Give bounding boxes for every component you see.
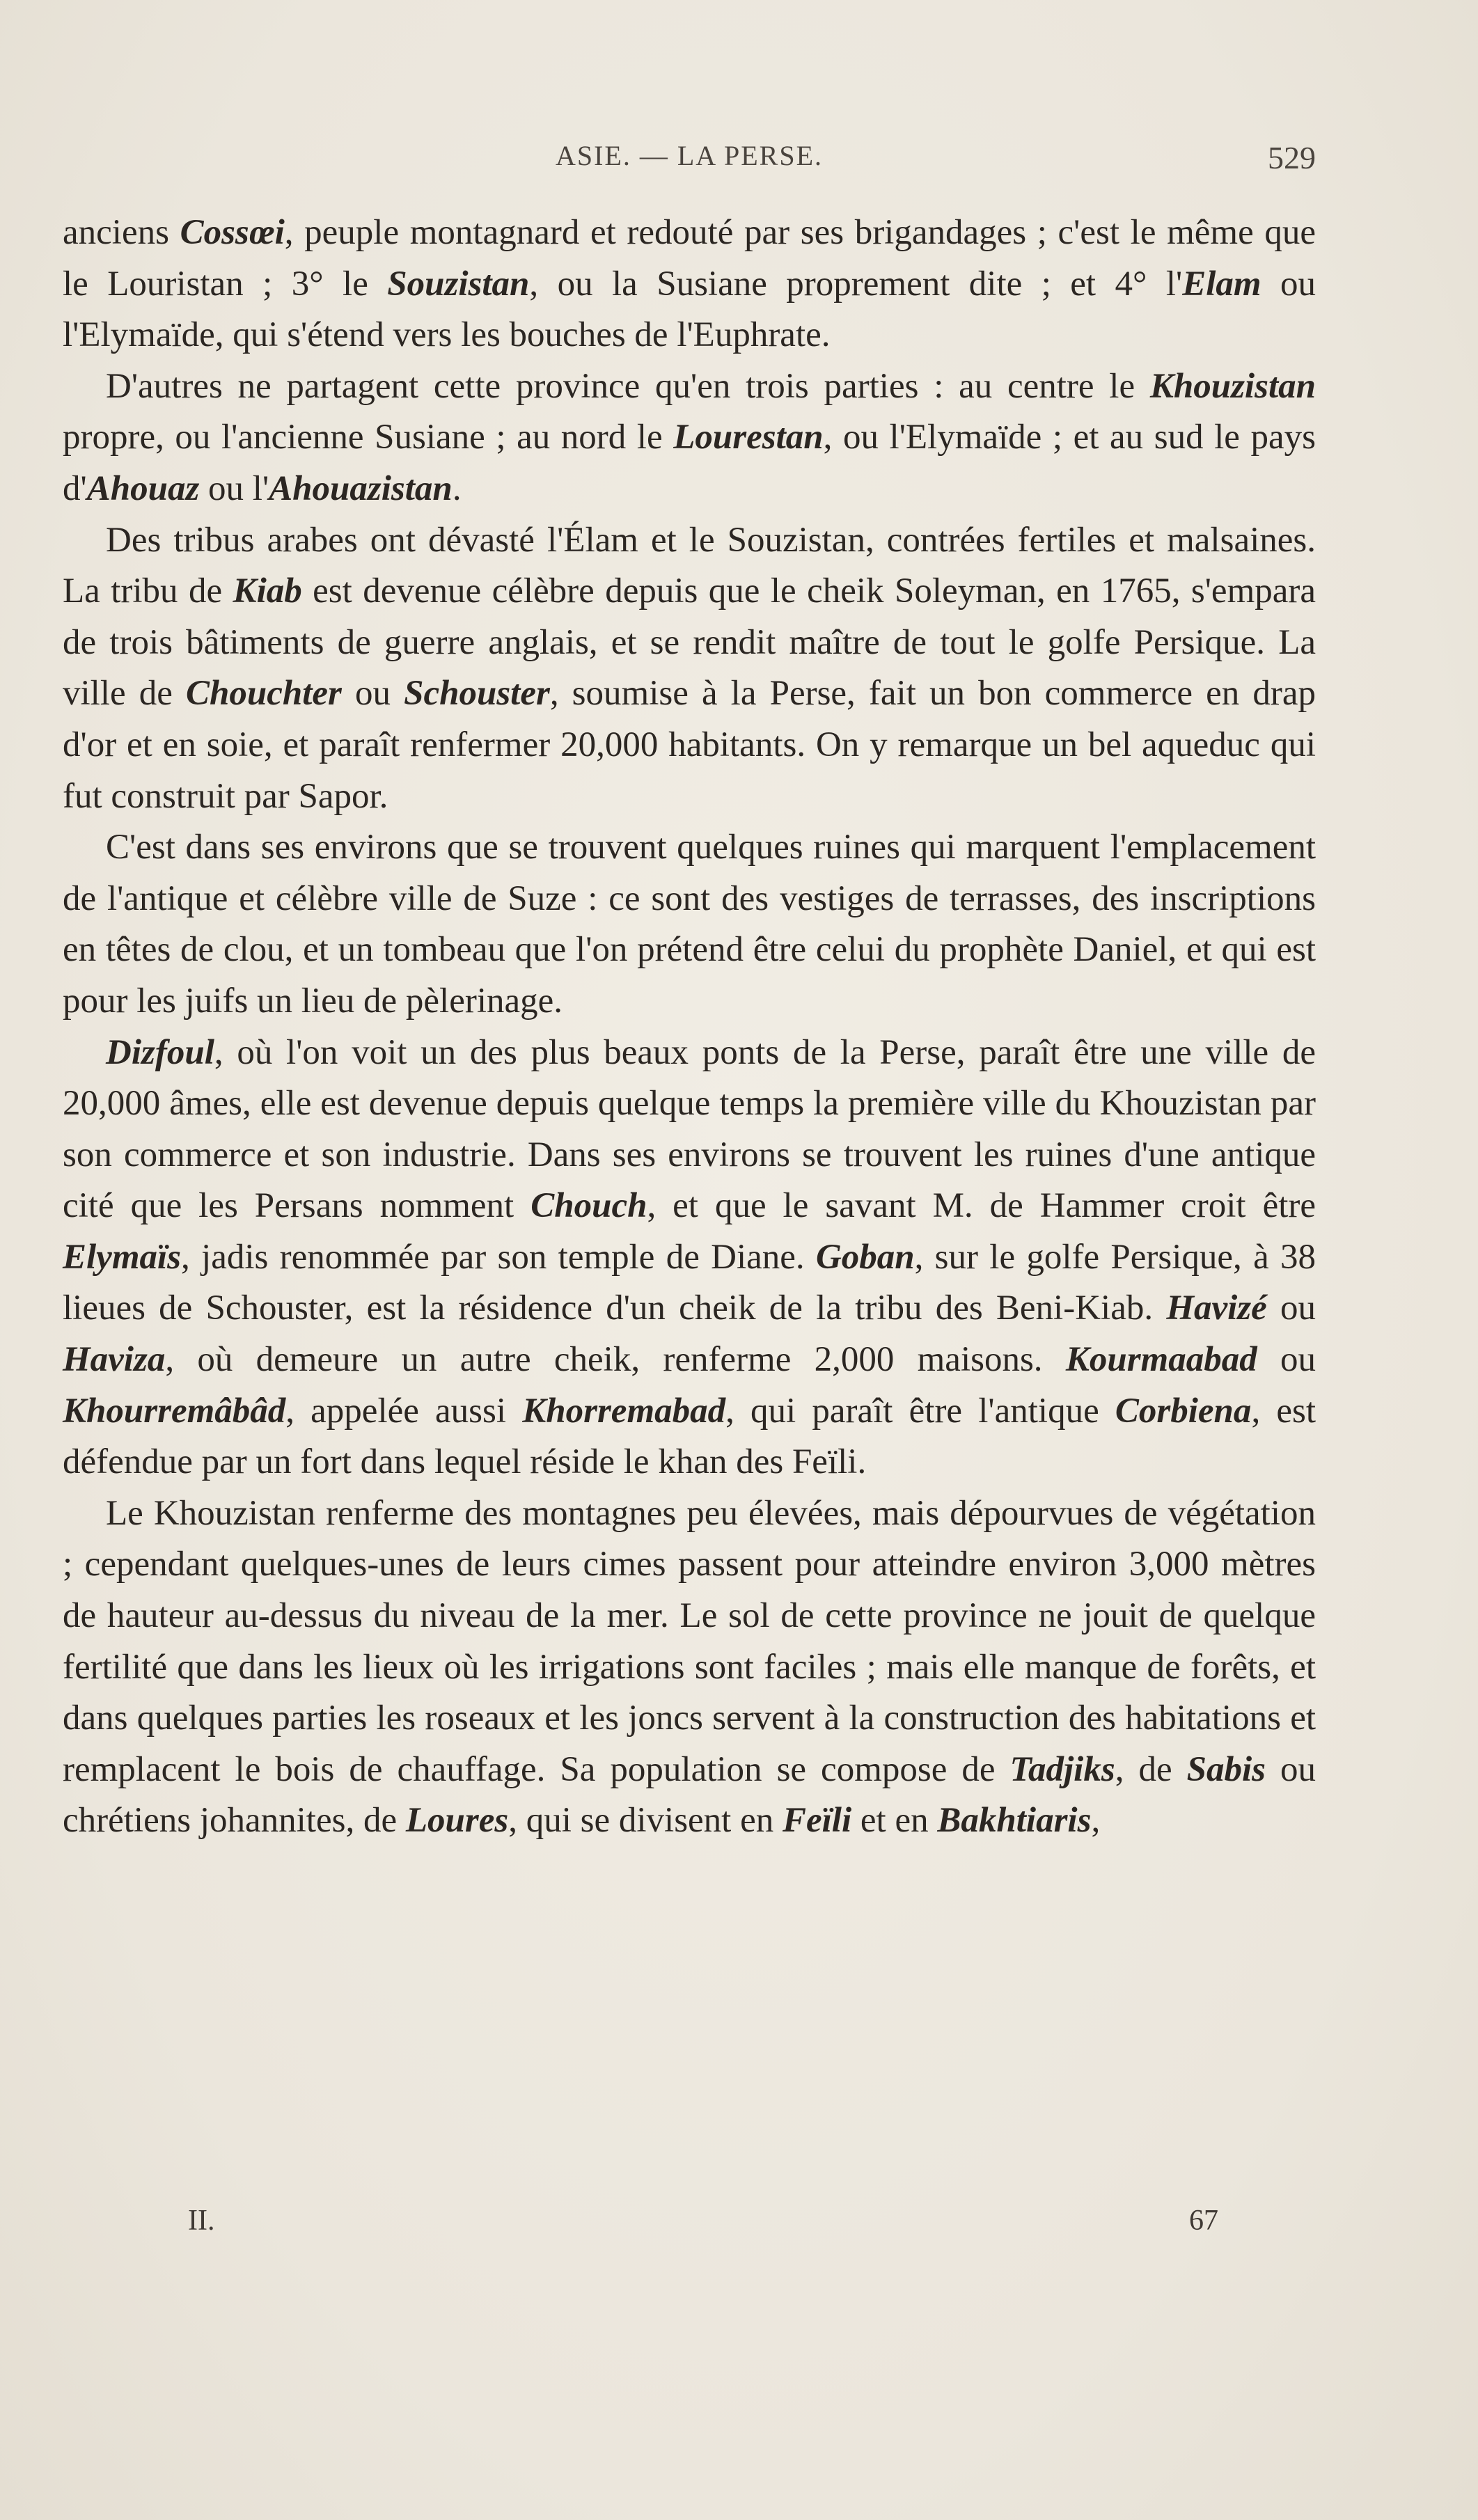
italic-term: Dizfoul xyxy=(106,1032,214,1072)
text-run: , qui paraît être l'antique xyxy=(725,1391,1115,1431)
text-run: C'est dans ses environs que se trouvent quelques ruines qui marquent l'emplacement de l'antique et célèbre ville de Suze : ce sont des vestiges de terrasses, des inscriptions en têtes de clou, et un tombeau que l'on prétend être celui du prophète Daniel, et qui est pour les juifs un lieu de pèlerinage. xyxy=(63,828,1316,1021)
italic-term: Souzistan xyxy=(387,264,530,304)
italic-term: Cossœi xyxy=(180,213,285,252)
text-run: ou l' xyxy=(199,468,269,508)
text-run: , peuple montagnard et redouté par ses brigandages ; c'est le même que le Louristan ; 3° le xyxy=(63,213,1316,304)
text-run: ou xyxy=(1266,1289,1316,1328)
text-run: , ou la Susiane proprement dite ; et 4° l' xyxy=(529,264,1183,304)
text-run: , sur le golfe Persique, à 38 lieues de Schouster, est la résidence d'un cheik de la tribu des Beni-Kiab. xyxy=(63,1237,1316,1328)
page-number: 529 xyxy=(1268,140,1316,175)
text-run: , est défendue par un fort dans lequel réside le khan des Feïli. xyxy=(63,1391,1316,1482)
italic-term: Ahouazistan xyxy=(269,468,453,508)
text-run: ou xyxy=(1257,1340,1316,1380)
italic-term: Ahouaz xyxy=(86,468,200,508)
text-run: , xyxy=(1091,1801,1101,1841)
paragraph-1 xyxy=(63,207,1316,361)
page-footer xyxy=(188,2204,1218,2246)
italic-term: Feïli xyxy=(782,1801,852,1841)
text-run: , soumise à la Perse, fait un bon commerce en drap d'or et en soie, et paraît renfermer 20,000 habitants. On y remarque un bel aqueduc qui fut construit par Sapor. xyxy=(63,674,1316,816)
text-run: Des tribus arabes ont dévasté l'Élam et le Souzistan, contrées fertiles et malsaines. La tribu de xyxy=(63,520,1316,611)
text-run: , qui se divisent en xyxy=(508,1801,783,1841)
paragraph-2 xyxy=(63,361,1316,515)
italic-term: Sabis xyxy=(1186,1749,1266,1789)
italic-term: Goban xyxy=(815,1237,915,1277)
text-run: , ou l'Elymaïde ; et au sud le pays d' xyxy=(63,418,1316,508)
running-title: ASIE. — LA PERSE. xyxy=(555,140,824,171)
italic-term: Lourestan xyxy=(673,418,824,457)
italic-term: Loures xyxy=(405,1801,509,1841)
italic-term: Chouchter xyxy=(185,674,342,714)
paragraph-5 xyxy=(63,1027,1316,1488)
text-run: , de xyxy=(1115,1749,1187,1789)
italic-term: Haviza xyxy=(63,1340,166,1380)
italic-term: Khourremâbâd xyxy=(63,1391,286,1431)
text-run: anciens xyxy=(63,213,180,252)
text-run: est devenue célèbre depuis que le cheik Soleyman, en 1765, s'empara de trois bâtiments de guerre anglais, et se rendit maître de tout le golfe Persique. La ville de xyxy=(63,572,1316,714)
body-text xyxy=(63,207,1316,1847)
text-run: , appelée aussi xyxy=(285,1391,523,1431)
italic-term: Havizé xyxy=(1166,1289,1267,1328)
volume-mark: II. xyxy=(188,2205,215,2237)
signature-mark: 67 xyxy=(1189,2205,1218,2237)
text-run: ou l'Elymaïde, qui s'étend vers les bouches de l'Euphrate. xyxy=(63,264,1316,355)
text-run: ou xyxy=(341,674,404,714)
text-run: propre, ou l'ancienne Susiane ; au nord le xyxy=(63,418,674,457)
text-run: , où l'on voit un des plus beaux ponts de la Perse, paraît être une ville de 20,000 âmes, elle est devenue depuis quelque temps la première ville du Khouzistan par son commerce et son industrie. Dans ses environs se trouvent les ruines d'une antique cité que les Persans nomment xyxy=(63,1032,1316,1226)
text-run: et en xyxy=(851,1801,938,1841)
italic-term: Kiab xyxy=(233,572,302,611)
italic-term: Chouch xyxy=(530,1186,647,1226)
italic-term: Bakhtiaris xyxy=(937,1801,1092,1841)
text-run: D'autres ne partagent cette province qu'en trois parties : au centre le xyxy=(106,366,1150,406)
italic-term: Corbiena xyxy=(1115,1391,1252,1431)
text-run: . xyxy=(452,468,462,508)
paragraph-6 xyxy=(63,1488,1316,1847)
text-run: ou chrétiens johannites, de xyxy=(63,1749,1316,1841)
italic-term: Schouster xyxy=(404,674,550,714)
text-run: Le Khouzistan renferme des montagnes peu élevées, mais dépourvues de végétation ; cependant quelques-unes de leurs cimes passent pour atteindre environ 3,000 mètres de hauteur au-dessus du niveau de la mer. Le sol de cette province ne jouit de quelque fertilité que dans les lieux où les irrigations sont faciles ; mais elle manque de forêts, et dans quelques parties les roseaux et les joncs servent à la construction des habitations et remplacent le bois de chauffage. Sa population se compose de xyxy=(63,1493,1316,1789)
text-run: , et que le savant M. de Hammer croit être xyxy=(647,1186,1316,1226)
italic-term: Khorremabad xyxy=(522,1391,726,1431)
italic-term: Kourmaabad xyxy=(1065,1340,1257,1380)
italic-term: Tadjiks xyxy=(1009,1749,1115,1789)
italic-term: Elymaïs xyxy=(63,1237,182,1277)
italic-term: Elam xyxy=(1182,264,1261,304)
text-run: , où demeure un autre cheik, renferme 2,000 maisons. xyxy=(165,1340,1066,1380)
page-header xyxy=(63,139,1316,181)
italic-term: Khouzistan xyxy=(1149,366,1316,406)
text-run: , jadis renommée par son temple de Diane. xyxy=(181,1237,816,1277)
paragraph-3 xyxy=(63,515,1316,823)
paragraph-4 xyxy=(63,822,1316,1027)
